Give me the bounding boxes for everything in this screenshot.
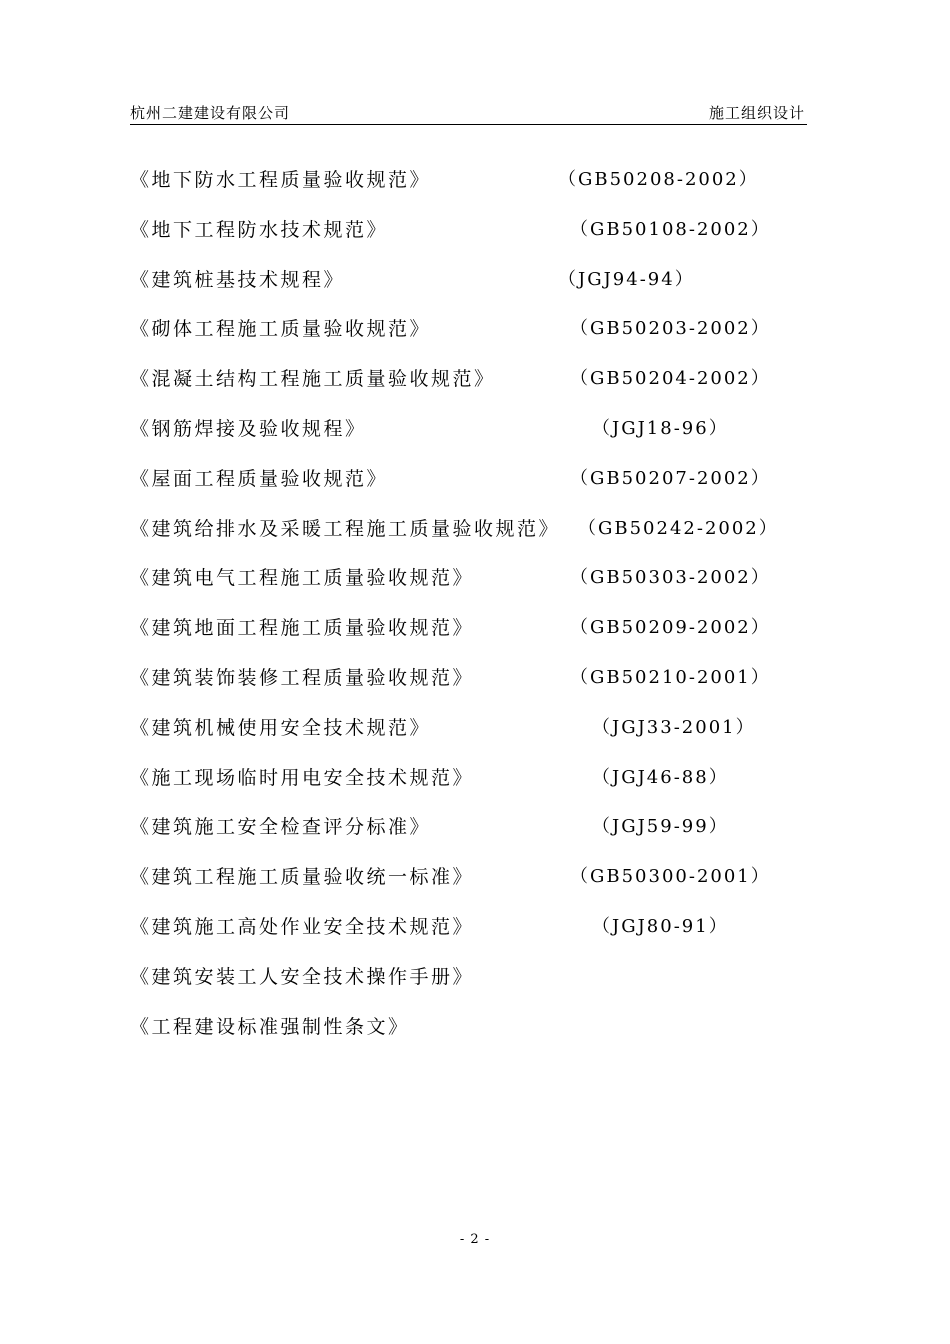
list-item <box>130 313 770 363</box>
standard-code: （GB50242-2002） <box>578 517 779 539</box>
standard-code: （JGJ80-91） <box>592 915 729 937</box>
standard-title: 《建筑电气工程施工质量验收规范》 <box>130 567 475 590</box>
list-item <box>130 612 770 662</box>
standard-title: 《工程建设标准强制性条文》 <box>130 1015 410 1038</box>
standard-code: （GB50108-2002） <box>570 218 771 240</box>
standard-code: （GB50203-2002） <box>570 318 771 340</box>
list-item <box>130 811 770 861</box>
standard-title: 《地下工程防水技术规范》 <box>130 218 389 241</box>
standard-code: （GB50209-2002） <box>570 617 771 639</box>
list-item <box>130 413 770 463</box>
standard-title: 《建筑地面工程施工质量验收规范》 <box>130 617 475 640</box>
list-item <box>130 712 770 762</box>
standard-code: （JGJ94-94） <box>558 268 695 290</box>
company-name: 杭州二建建设有限公司 <box>130 104 291 122</box>
standard-title: 《建筑桩基技术规程》 <box>130 268 346 291</box>
standard-code: （GB50207-2002） <box>570 467 771 489</box>
standard-code: （JGJ33-2001） <box>592 716 756 738</box>
list-item <box>130 961 770 1011</box>
standard-code: （JGJ46-88） <box>592 766 729 788</box>
list-item <box>130 164 770 214</box>
standard-title: 《建筑装饰装修工程质量验收规范》 <box>130 666 475 689</box>
standard-title: 《屋面工程质量验收规范》 <box>130 467 389 490</box>
page-header <box>130 100 807 125</box>
standard-code: （GB50210-2001） <box>570 666 771 688</box>
standard-title: 《建筑工程施工质量验收统一标准》 <box>130 866 475 889</box>
standard-code: （GB50204-2002） <box>570 368 771 390</box>
standard-title: 《混凝土结构工程施工质量验收规范》 <box>130 368 496 391</box>
standard-title: 《建筑给排水及采暖工程施工质量验收规范》 <box>130 517 561 540</box>
standard-title: 《施工现场临时用电安全技术规范》 <box>130 766 475 789</box>
standard-title: 《钢筋焊接及验收规程》 <box>130 417 367 440</box>
page-number: - 2 - <box>459 1232 491 1247</box>
standard-code: （GB50300-2001） <box>570 866 771 888</box>
standard-title: 《建筑机械使用安全技术规范》 <box>130 716 432 739</box>
list-item <box>130 1011 770 1061</box>
list-item <box>130 264 770 314</box>
standard-title: 《建筑施工安全检查评分标准》 <box>130 816 432 839</box>
list-item <box>130 363 770 413</box>
list-item <box>130 513 779 563</box>
list-item <box>130 214 770 264</box>
list-item <box>130 662 770 712</box>
list-item <box>130 562 770 612</box>
standard-title: 《砌体工程施工质量验收规范》 <box>130 318 432 341</box>
standard-code: （GB50208-2002） <box>558 169 759 190</box>
document-type: 施工组织设计 <box>708 104 805 122</box>
standard-title: 《建筑安装工人安全技术操作手册》 <box>130 965 475 988</box>
standards-list <box>130 164 779 1060</box>
standard-code: （JGJ18-96） <box>592 417 729 439</box>
list-item <box>130 911 770 961</box>
standard-title: 《地下防水工程质量验收规范》 <box>130 169 432 191</box>
standard-title: 《建筑施工高处作业安全技术规范》 <box>130 915 475 938</box>
standard-code: （JGJ59-99） <box>592 816 729 838</box>
standard-code: （GB50303-2002） <box>570 567 771 589</box>
list-item <box>130 861 770 911</box>
list-item <box>130 762 770 812</box>
list-item <box>130 463 770 513</box>
